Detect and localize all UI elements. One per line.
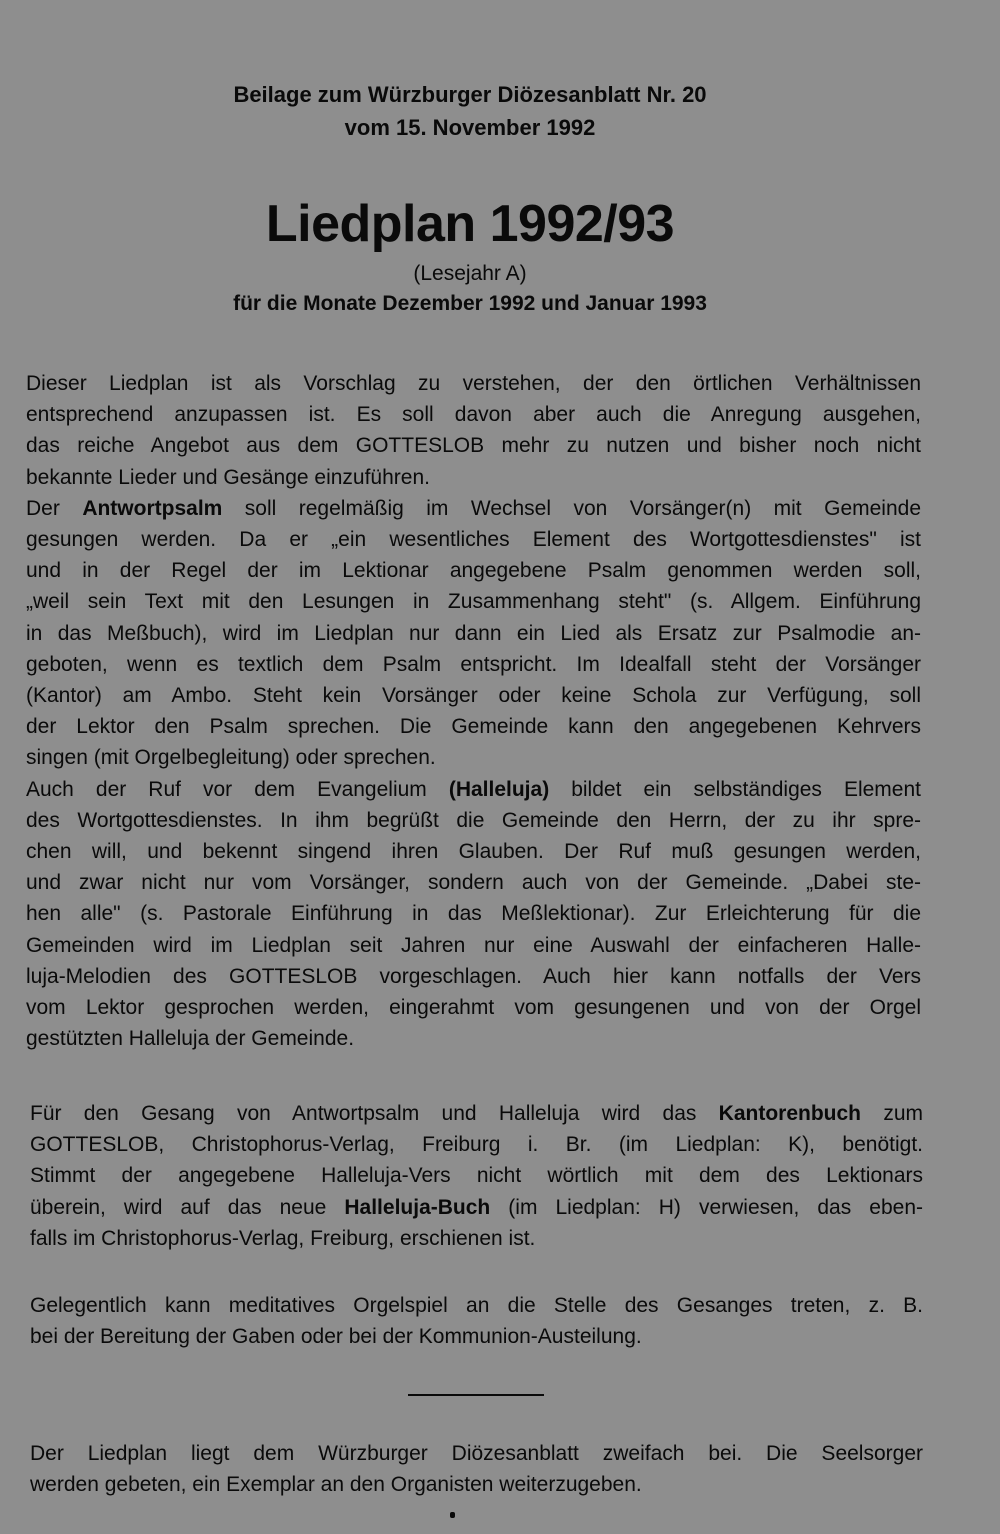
paragraph-intro [26,368,921,1054]
bold-term-antwortpsalm: Antwortpsalm [82,496,223,520]
page-subtitle: (Lesejahr A) [413,262,527,285]
text-line: geboten, wenn es textlich dem Psalm entspricht. Im Idealfall steht der Vorsänger [26,652,921,676]
text-line-antwortpsalm: Der Antwortpsalm soll regelmäßig im Wechsel von Vorsänger(n) mit Gemeinde [26,496,921,520]
supplement-header-line-2: vom 15. November 1992 [344,115,596,140]
text-line: chen will, und bekennt singend ihren Glauben. Der Ruf muß gesungen werden, [26,840,921,864]
text-line-halleluja-buch: überein, wird auf das neue Halleluja-Buch (im Liedplan: H) verwiesen, das eben- [30,1195,923,1219]
text-line: des Wortgottesdienstes. In ihm begrüßt die Gemeinde den Herrn, der zu ihr spre- [26,808,921,832]
text-line: bekannte Lieder und Gesänge einzuführen. [26,465,430,489]
text-line: der Lektor den Psalm sprechen. Die Gemeinde kann den angegebenen Kehrvers [26,715,921,739]
paragraph-closing-note [30,1438,923,1500]
bold-term-halleluja: (Halleluja) [448,777,550,801]
supplement-header-line-1: Beilage zum Würzburger Diözesanblatt Nr. 20 [233,82,707,107]
text-line: GOTTESLOB, Christophorus-Verlag, Freiburg i. Br. (im Liedplan: K), benötigt. [30,1133,923,1157]
text-line: Der Liedplan liegt dem Würzburger Diözesanblatt zweifach bei. Die Seelsorger [30,1442,923,1465]
separator-rule [408,1394,544,1396]
text-line: Gelegentlich kann meditatives Orgelspiel an die Stelle des Gesanges treten, z. B. [30,1294,923,1317]
page-subline: für die Monate Dezember 1992 und Januar 1993 [233,292,707,315]
text-line: Gemeinden wird im Liedplan seit Jahren nur eine Auswahl der einfacheren Halle- [26,933,921,957]
text-line: werden gebeten, ein Exemplar an den Organisten weiterzugeben. [30,1473,642,1497]
paragraph-orgelspiel [30,1290,923,1352]
text-line: vom Lektor gesprochen werden, eingerahmt vom gesungenen und von der Orgel [26,996,921,1020]
text-line: Stimmt der angegebene Halleluja-Vers nicht wörtlich mit dem des Lektionars [30,1164,923,1188]
page-mark [450,1512,455,1518]
text-line: hen alle" (s. Pastorale Einführung in das Meßlektionar). Zur Erleichterung für die [26,902,921,926]
text-line: bei der Bereitung der Gaben oder bei der Kommunion-Austeilung. [30,1325,642,1349]
text-line: (Kantor) am Ambo. Steht kein Vorsänger oder keine Schola zur Verfügung, soll [26,684,921,708]
page-title: Liedplan 1992/93 [265,195,675,253]
bold-term-halleluja-buch: Halleluja-Buch [344,1195,491,1219]
paragraph-kantorenbuch [30,1098,923,1254]
text-line: gestützten Halleluja der Gemeinde. [26,1027,355,1051]
text-line: in das Meßbuch), wird im Liedplan nur dann ein Lied als Ersatz zur Psalmodie an- [26,621,921,645]
text-line: luja-Melodien des GOTTESLOB vorgeschlagen. Auch hier kann notfalls der Vers [26,964,921,988]
bold-term-kantorenbuch: Kantorenbuch [718,1102,862,1125]
text-line: singen (mit Orgelbegleitung) oder sprechen. [26,746,436,770]
text-line: und in der Regel der im Lektionar angegebene Psalm genommen werden soll, [26,559,921,583]
text-line: falls im Christophorus-Verlag, Freiburg, erschienen ist. [30,1226,536,1250]
text-line: gesungen werden. Da er „ein wesentliches Element des Wortgottesdienstes" ist [26,528,921,552]
text-line: „weil sein Text mit den Lesungen in Zusammenhang steht" (s. Allgem. Einführung [26,590,921,614]
text-line: und zwar nicht nur vom Vorsänger, sondern auch von der Gemeinde. „Dabei ste- [26,871,921,895]
text-line: das reiche Angebot aus dem GOTTESLOB mehr zu nutzen und bisher noch nicht [26,434,921,458]
text-line-halleluja: Auch der Ruf vor dem Evangelium (Halleluja) bildet ein selbständiges Element [26,777,921,801]
text-line-kantorenbuch: Für den Gesang von Antwortpsalm und Halleluja wird das Kantorenbuch zum [30,1102,923,1125]
text-line: entsprechend anzupassen ist. Es soll davon aber auch die Anregung ausgehen, [26,403,921,427]
text-line: Dieser Liedplan ist als Vorschlag zu verstehen, der den örtlichen Verhältnissen [26,372,921,395]
